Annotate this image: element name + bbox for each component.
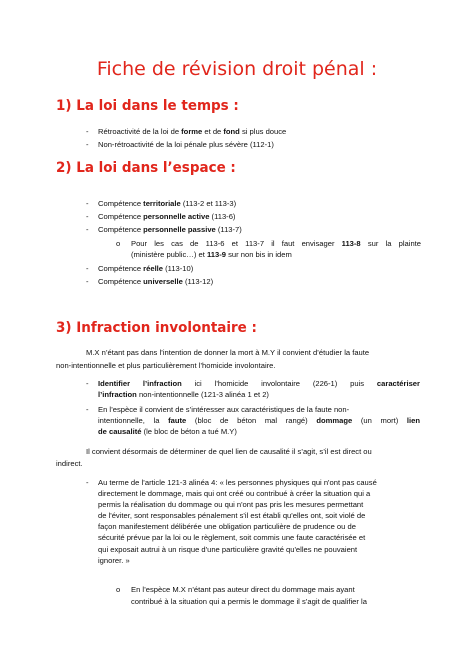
paragraph: non-intentionnelle et plus particulièrement l’homicide involontaire. bbox=[56, 361, 276, 370]
section-2-heading: 2) La loi dans l’espace : bbox=[56, 160, 236, 176]
section-1-heading: 1) La loi dans le temps : bbox=[56, 98, 239, 114]
sub-list-item: En l’espèce M.X n’étant pas auteur direct du dommage mais ayant bbox=[131, 585, 355, 594]
list-dash: - bbox=[86, 199, 89, 208]
sub-bullet-icon: o bbox=[116, 585, 121, 594]
quote-line: permis la réalisation du dommage ou qui n'ont pas pris les mesures permettant bbox=[98, 500, 364, 509]
quote-line: qui exposait autrui à un risque d'une particulière gravité qu'elles ne pouvaient bbox=[98, 545, 358, 554]
quote-line: Au terme de l’article 121-3 alinéa 4: « les personnes physiques qui n'ont pas causé bbox=[98, 478, 377, 487]
sub-list-item: Pour les cas de 113-6 et 113-7 il faut envisager 113-8 sur la plainte bbox=[131, 239, 421, 248]
list-dash: - bbox=[86, 212, 89, 221]
quote-line: sécurité prévue par la loi ou le règlement, soit commis une faute caractérisée et bbox=[98, 533, 366, 542]
quote-line: ignorer. » bbox=[98, 556, 130, 565]
list-item: Rétroactivité de la loi de forme et de fond si plus douce bbox=[98, 127, 287, 136]
list-item: Compétence personnelle active (113-6) bbox=[98, 212, 236, 221]
list-item: Compétence territoriale (113-2 et 113-3) bbox=[98, 199, 237, 208]
list-dash: - bbox=[86, 379, 89, 388]
list-item: En l’espèce il convient de s’intéresser aux caractéristiques de la faute non- bbox=[98, 405, 350, 414]
list-item-cont: intentionnelle, la faute (bloc de béton mal rangé) dommage (un mort) lien bbox=[98, 416, 420, 425]
list-item: Compétence universelle (113-12) bbox=[98, 277, 214, 286]
list-item: Non-rétroactivité de la loi pénale plus sévère (112-1) bbox=[98, 140, 274, 149]
list-item-cont: l’infraction non-intentionnelle (121-3 alinéa 1 et 2) bbox=[98, 390, 269, 399]
list-item-cont: de causalité (le bloc de béton a tué M.Y) bbox=[98, 427, 237, 436]
list-dash: - bbox=[86, 264, 89, 273]
list-dash: - bbox=[86, 405, 89, 414]
list-dash: - bbox=[86, 140, 89, 149]
list-item: Identifier l’infraction ici l’homicide involontaire (226-1) puis caractériser bbox=[98, 379, 420, 388]
sub-bullet-icon: o bbox=[116, 239, 121, 248]
list-item: Compétence personnelle passive (113-7) bbox=[98, 225, 242, 234]
quote-line: directement le dommage, mais qui ont créé ou contribué à créer la situation qui a bbox=[98, 489, 371, 498]
list-dash: - bbox=[86, 277, 89, 286]
sub-list-item-cont: (ministère public…) et 113-9 sur non bis in idem bbox=[131, 250, 292, 259]
list-dash: - bbox=[86, 127, 89, 136]
section-3-heading: 3) Infraction involontaire : bbox=[56, 320, 257, 336]
list-dash: - bbox=[86, 225, 89, 234]
list-item: Compétence réelle (113-10) bbox=[98, 264, 194, 273]
quote-line: de l'éviter, sont responsables pénalement s'il est établi qu'elles ont, soit violé de bbox=[98, 511, 366, 520]
page-title: Fiche de révision droit pénal : bbox=[96, 58, 378, 80]
list-dash: - bbox=[86, 478, 89, 487]
quote-line: façon manifestement délibérée une obligation particulière de prudence ou de bbox=[98, 522, 356, 531]
sub-list-item-cont: contribué à la situation qui a permis le dommage il s’agit de qualifier la bbox=[131, 597, 367, 606]
paragraph: M.X n’étant pas dans l’intention de donner la mort à M.Y il convient d’étudier la faute bbox=[86, 348, 370, 357]
paragraph: Il convient désormais de déterminer de quel lien de causalité il s’agit, s’il est direct ou bbox=[86, 447, 372, 456]
paragraph: indirect. bbox=[56, 459, 83, 468]
